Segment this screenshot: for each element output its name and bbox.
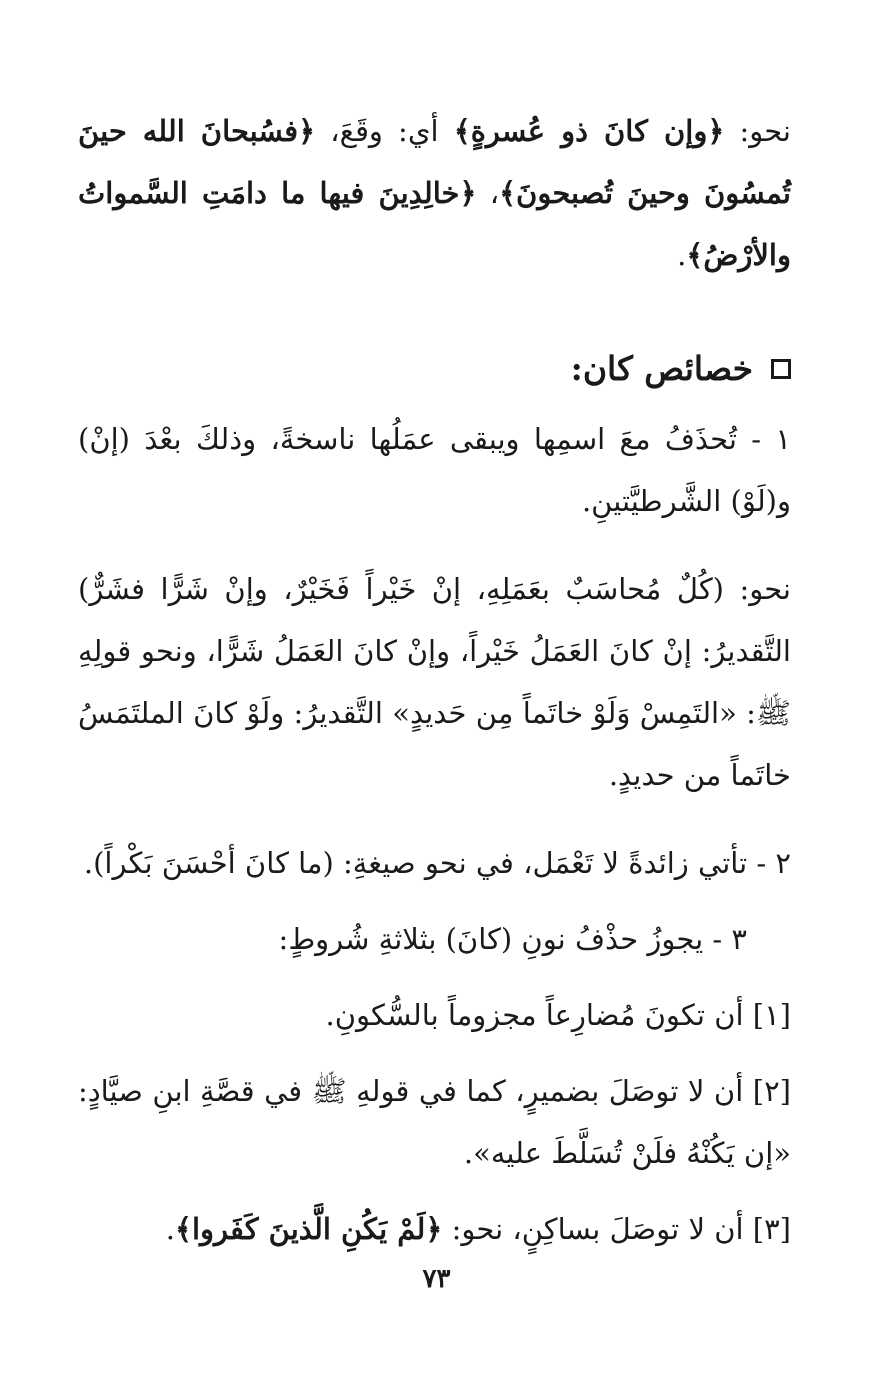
period-text: . xyxy=(677,238,687,272)
example-prefix: نحو: xyxy=(724,114,791,148)
page-number: ٧٣ xyxy=(422,1264,451,1294)
square-bullet-icon xyxy=(771,359,791,379)
paragraph-condition-3 xyxy=(78,1198,791,1260)
separator-text: ، xyxy=(476,176,500,210)
section-heading xyxy=(78,338,791,400)
paragraph-rule-3: ٣ - يجوزُ حذْفُ نونِ (كانَ) بثلاثةِ شُروطٍ: xyxy=(278,922,747,956)
paragraph-rule-2: ٢ - تأتي زائدةً لا تَعْمَل، في نحو صيغةِ: (ما كانَ أحْسَنَ بَكْراً). xyxy=(83,846,791,880)
paragraph-rule-1-examples: نحو: (كُلٌ مُحاسَبٌ بعَمَلِهِ، إنْ خَيْراً فَخَيْرٌ، وإنْ شَرًّا فشَرٌّ) التَّقديرُ: إنْ كانَ العَمَلُ خَيْراً، وإنْ كانَ العَمَلُ شَرًّا، ونحو قولِهِ ﷺ: «التَمِسْ وَلَوْ خاتَماً مِن حَديدٍ» التَّقديرُ: ولَوْ كانَ الملتَمَسُ خاتَماً من حديدٍ. xyxy=(78,572,791,792)
paragraph-examples-quran xyxy=(78,100,791,286)
quran-quote: ﴿فسُبحانَ الله حينَ تُمسُونَ وحينَ تُصبحونَ﴾ xyxy=(78,114,791,210)
explanation-text: أي: وقَعَ، xyxy=(315,114,454,148)
quran-quote: ﴿لَمْ يَكُنِ الَّذينَ كَفَروا﴾ xyxy=(175,1212,443,1246)
paragraph-rule-1: ١ - تُحذَفُ معَ اسمِها ويبقى عمَلُها ناسخةً، وذلكَ بعْدَ (إنْ) و(لَوْ) الشَّرطيَّتينِ. xyxy=(78,422,791,518)
quran-quote: ﴿وإن كانَ ذو عُسرةٍ﴾ xyxy=(453,114,725,148)
period-text: . xyxy=(165,1212,175,1246)
quran-quote: ﴿خالِدِينَ فيها ما دامَتِ السَّمواتُ والأرْضُ﴾ xyxy=(78,176,791,272)
section-heading-text: خصائص كان: xyxy=(570,349,753,388)
paragraph-condition-1: [١] أن تكونَ مُضارِعاً مجزوماً بالسُّكونِ. xyxy=(325,998,791,1032)
paragraph-condition-2: [٢] أن لا توصَلَ بضميرٍ، كما في قولهِ ﷺ في قصَّةِ ابنِ صيَّادٍ: «إن يَكُنْهُ فلَنْ تُسَلَّطَ عليه». xyxy=(78,1074,791,1170)
condition-3-text: [٣] أن لا توصَلَ بساكِنٍ، نحو: xyxy=(442,1212,791,1246)
